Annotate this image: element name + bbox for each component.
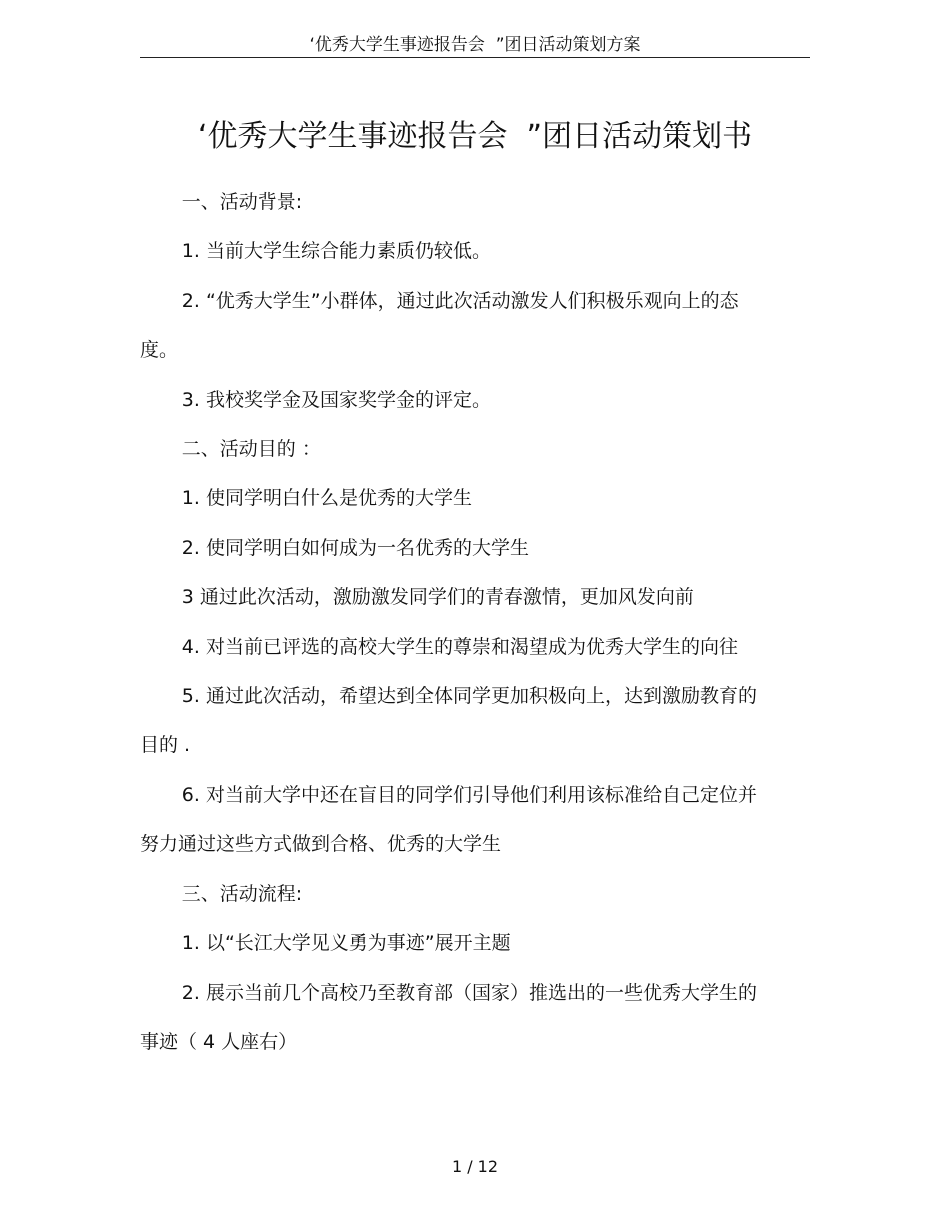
purpose-item-1: 1. 使同学明白什么是优秀的大学生 <box>181 487 472 510</box>
section-heading-process: 三、活动流程: <box>181 882 303 905</box>
section-heading-purpose: 二、活动目的 ： <box>181 438 321 461</box>
header-rule <box>140 57 810 58</box>
purpose-item-6: 6. 对当前大学中还在盲目的同学们引导他们利用该标准给自己定位并努力通过这些方式做到合格、优秀的大学生 <box>140 783 757 856</box>
running-header: ‘优秀大学生事迹报告会 ”团日活动策划方案 <box>309 35 641 55</box>
purpose-item-3: 3 通过此次活动，激励激发同学们的青春激情，更加风发向前 <box>181 586 694 609</box>
background-item-1: 1. 当前大学生综合能力素质仍较低。 <box>181 240 491 263</box>
purpose-item-4: 4. 对当前已评选的高校大学生的尊崇和渴望成为优秀大学生的向往 <box>181 635 738 658</box>
section-heading-background: 一、活动背景: <box>181 191 303 213</box>
page-number: 1 / 12 <box>451 1157 499 1176</box>
purpose-item-2: 2. 使同学明白如何成为一名优秀的大学生 <box>181 536 529 559</box>
background-item-3: 3. 我校奖学金及国家奖学金的评定。 <box>181 388 491 411</box>
document-title: ‘优秀大学生事迹报告会 ”团日活动策划书 <box>197 119 753 154</box>
background-item-2: 2. “优秀大学生”小群体，通过此次活动激发人们积极乐观向上的态度。 <box>140 289 739 362</box>
purpose-item-5: 5. 通过此次活动，希望达到全体同学更加积极向上，达到激励教育的目的 . <box>140 685 757 757</box>
document-body <box>140 178 760 1067</box>
process-item-1: 1. 以“长江大学见义勇为事迹”展开主题 <box>181 932 511 955</box>
process-item-2: 2. 展示当前几个高校乃至教育部（国家）推选出的一些优秀大学生的事迹（ 4 人座右） <box>140 981 757 1053</box>
